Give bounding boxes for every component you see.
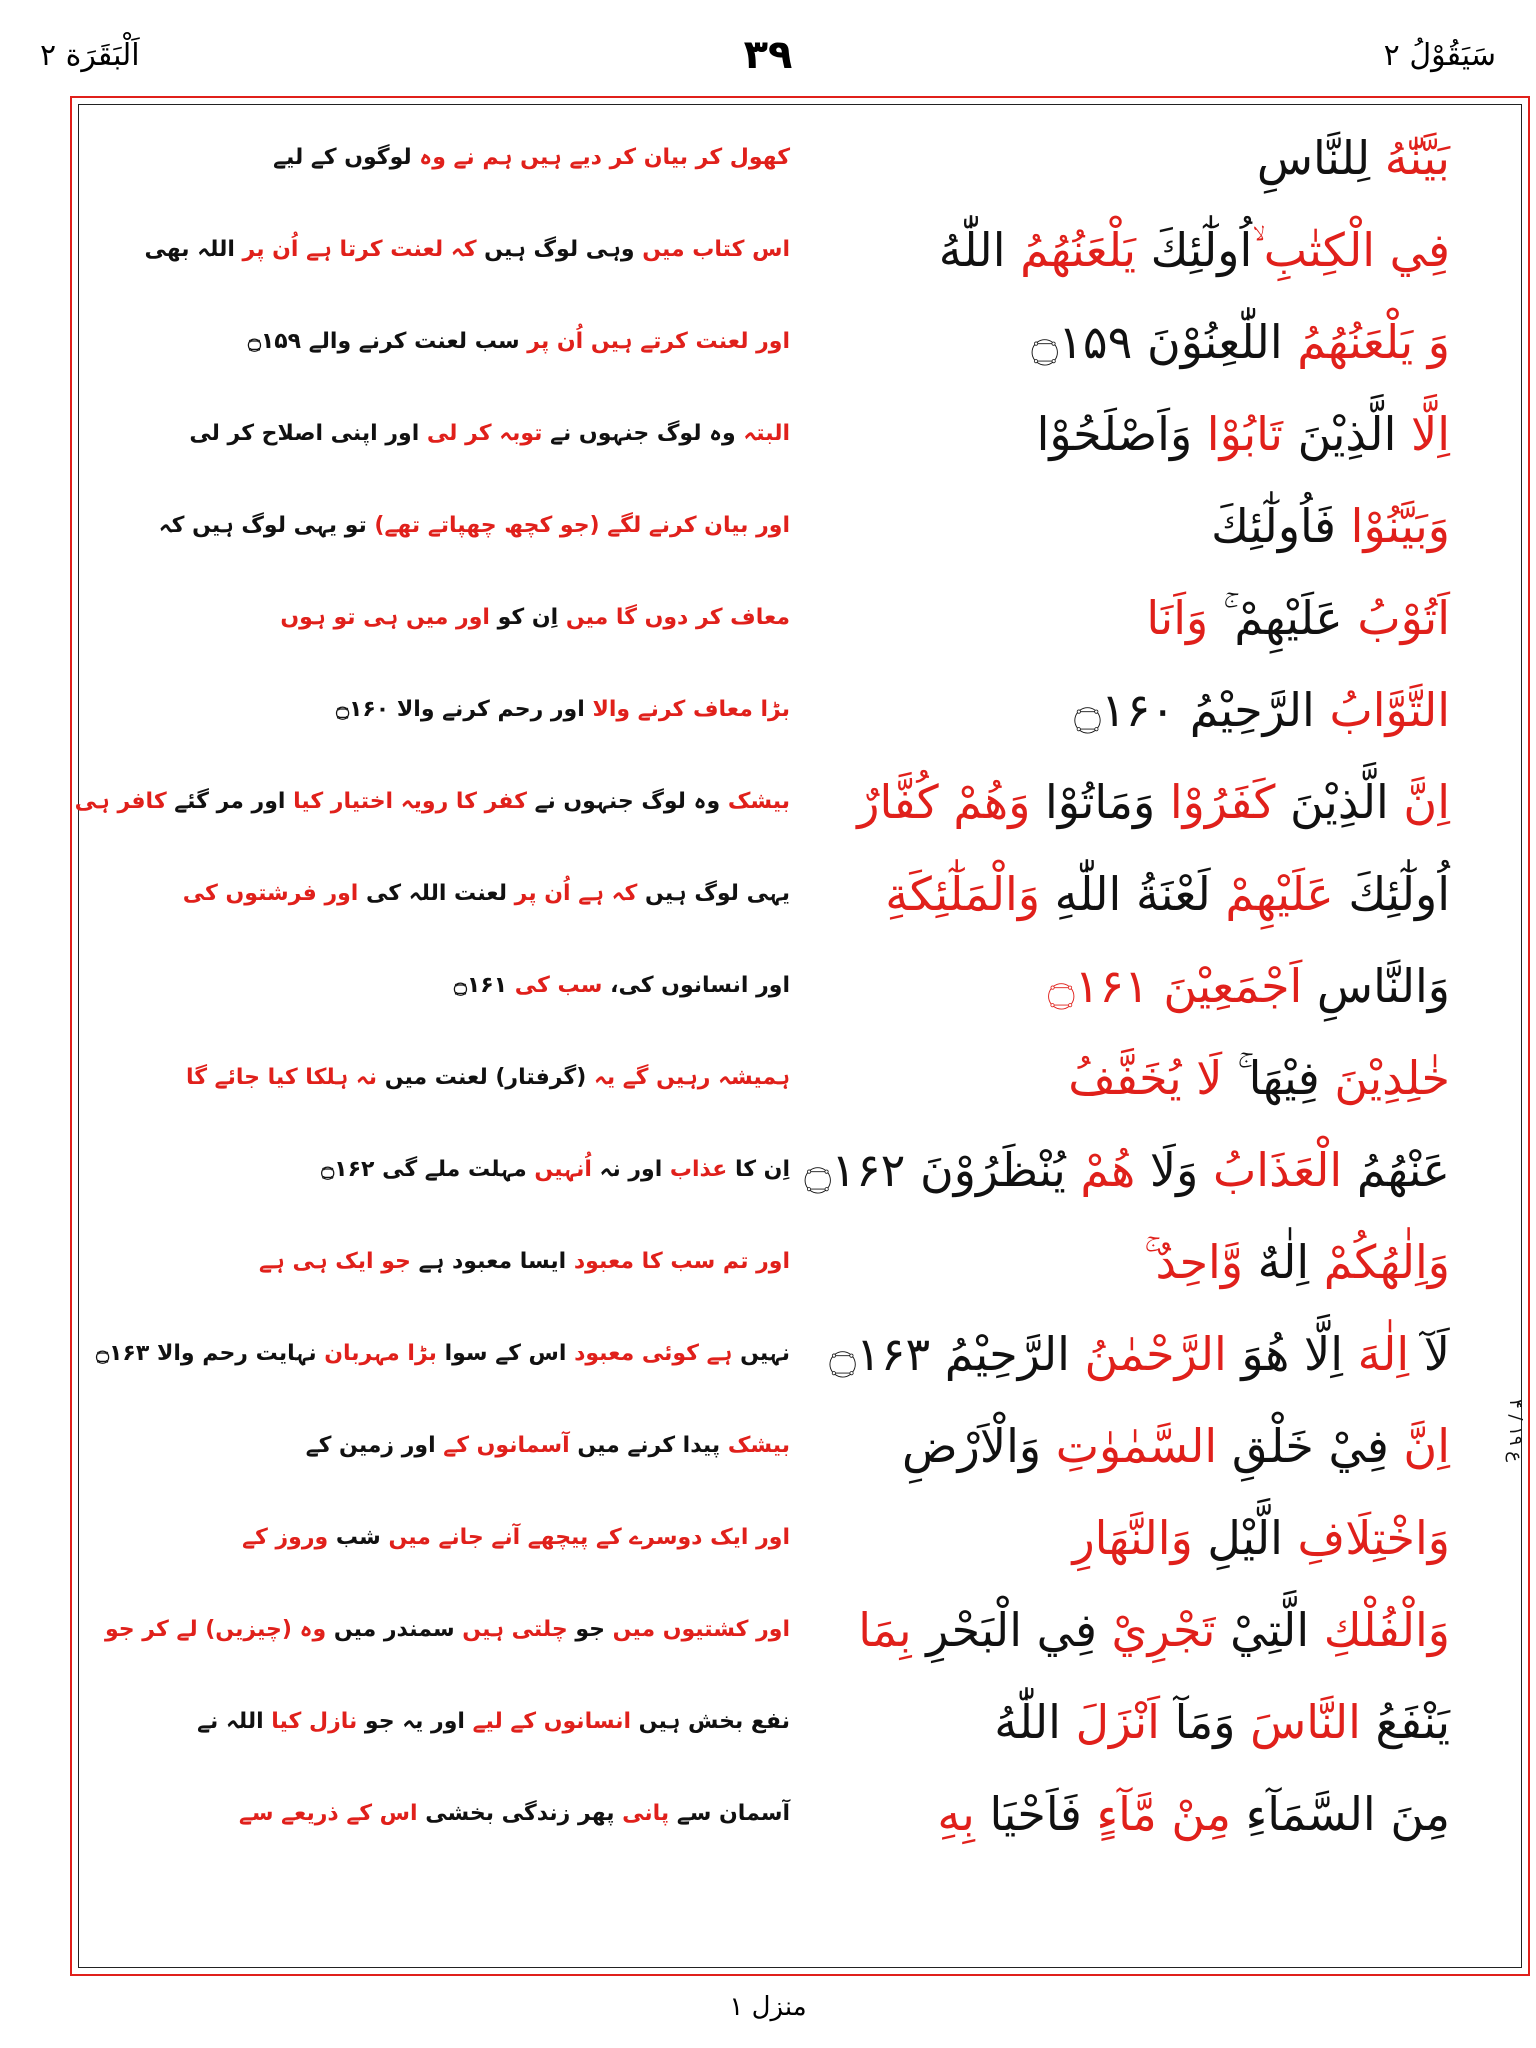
- verse-row: [90, 1222, 1490, 1302]
- urdu-segment: معاف کر دوں گا میں: [558, 605, 790, 630]
- urdu-segment: کافر ہی: [74, 789, 167, 814]
- urdu-segment: اور زمین کے: [305, 1433, 436, 1458]
- urdu-segment: بیشک: [720, 789, 790, 814]
- urdu-segment: اللہ بھی: [144, 237, 235, 262]
- urdu-translation-line: [96, 1314, 790, 1394]
- arabic-segment: اِنَّ: [1388, 1419, 1450, 1473]
- urdu-segment: سمندر میں: [326, 1617, 455, 1642]
- arabic-segment: وَلَا: [1135, 1143, 1199, 1197]
- urdu-segment: پیدا کرنے میں: [569, 1433, 721, 1458]
- arabic-segment: الَّذِيْنَ: [1282, 407, 1397, 461]
- arabic-segment: لَعْنَةُ اللّٰهِ: [1040, 867, 1211, 921]
- urdu-segment: توبہ کر لی: [419, 421, 543, 446]
- arabic-verse-line: [810, 302, 1450, 382]
- urdu-segment: اور اپنی اصلاح کر لی: [189, 421, 420, 446]
- verse-row: [90, 1130, 1490, 1210]
- verse-row: [90, 486, 1490, 566]
- arabic-verse-line: [810, 210, 1450, 290]
- arabic-verse-line: [804, 1130, 1450, 1210]
- arabic-segment: وَالْفُلْكِ: [1309, 1603, 1450, 1657]
- urdu-segment: ہے کوئی معبود: [566, 1341, 733, 1366]
- urdu-translation-line: [150, 1406, 790, 1486]
- arabic-segment: لَآ: [1409, 1327, 1450, 1381]
- arabic-segment: الْعَذَابُ: [1198, 1143, 1343, 1197]
- urdu-translation-line: [74, 762, 790, 842]
- verse-row: [90, 1590, 1490, 1670]
- urdu-translation-line: [150, 1038, 790, 1118]
- urdu-translation-line: [150, 1498, 790, 1578]
- urdu-segment: بڑا معاف کرنے والا: [584, 697, 790, 722]
- urdu-translation-line: [150, 946, 790, 1026]
- arabic-segment: بِهِ: [937, 1787, 975, 1841]
- arabic-segment: فَاُولٰٓئِكَ: [1211, 499, 1337, 553]
- arabic-segment: اَنْزَلَ: [1060, 1695, 1160, 1749]
- urdu-segment: اس کے ذریعے سے: [238, 1801, 418, 1826]
- urdu-segment: نازل کیا: [263, 1709, 358, 1734]
- arabic-segment: وَمَآ: [1159, 1695, 1236, 1749]
- urdu-segment: اور میں ہی تو ہوں: [280, 605, 490, 630]
- arabic-segment: وَالنَّهَارِ: [1072, 1511, 1193, 1565]
- urdu-segment: اور فرشتوں کی: [182, 881, 359, 906]
- urdu-segment: نفع بخش ہیں: [631, 1709, 790, 1734]
- verse-row: [90, 118, 1490, 198]
- urdu-segment: بڑا مہربان: [316, 1341, 437, 1366]
- urdu-segment: آسمان سے: [669, 1801, 790, 1826]
- arabic-verse-line: [810, 394, 1450, 474]
- arabic-segment: مِنَ السَّمَآءِ: [1231, 1787, 1450, 1841]
- urdu-segment: عذاب: [662, 1157, 728, 1182]
- verse-row: [90, 1682, 1490, 1762]
- arabic-segment: وَالنَّاسِ: [1302, 959, 1450, 1013]
- verse-row: [90, 946, 1490, 1026]
- arabic-segment: اَتُوْبُ: [1342, 591, 1450, 645]
- urdu-translation-line: [144, 210, 790, 290]
- urdu-segment: اللہ نے: [197, 1709, 264, 1734]
- urdu-segment: اور کشتیوں میں: [605, 1617, 790, 1642]
- verse-row: [74, 762, 1490, 842]
- urdu-segment: کہ لعنت کرتا ہے اُن پر: [234, 237, 477, 262]
- urdu-segment: ۝۱۶۱: [453, 973, 508, 998]
- arabic-segment: عَلَيْهِمْ ۚ: [1208, 591, 1343, 645]
- arabic-verse-line: [810, 762, 1450, 842]
- arabic-segment: وَهُمْ كُفَّارٌ: [857, 775, 1031, 829]
- arabic-segment: اِلٰهٌ: [1243, 1235, 1310, 1289]
- arabic-verse-line: [810, 670, 1450, 750]
- urdu-segment: کفر کا رویہ اختیار کیا: [285, 789, 527, 814]
- arabic-segment: اُولٰٓئِكَ: [1333, 867, 1450, 921]
- urdu-segment: اور تم سب کا معبود: [566, 1249, 790, 1274]
- urdu-segment: اور نہ: [591, 1157, 663, 1182]
- arabic-segment: السَّمٰوٰتِ: [1041, 1419, 1218, 1473]
- arabic-verse-line: [810, 854, 1450, 934]
- verse-row: [90, 670, 1490, 750]
- arabic-segment: اللّٰعِنُوْنَ ۝۱۵۹: [1031, 315, 1283, 369]
- arabic-segment: فَاَحْيَا: [974, 1787, 1082, 1841]
- arabic-segment: التَّوَّابُ: [1314, 683, 1450, 737]
- urdu-segment: وہ: [411, 145, 446, 170]
- arabic-segment: وَاِلٰهُكُمْ: [1309, 1235, 1450, 1289]
- urdu-translation-line: [150, 1222, 790, 1302]
- verse-row: [90, 854, 1490, 934]
- arabic-segment: وَاخْتِلَافِ: [1282, 1511, 1450, 1565]
- urdu-segment: اُنہیں: [526, 1157, 592, 1182]
- urdu-segment: کہ ہے اُن پر: [506, 881, 638, 906]
- verse-row: [90, 394, 1490, 474]
- arabic-verse-line: [810, 1038, 1450, 1118]
- urdu-segment: انسانوں کے لیے: [464, 1709, 632, 1734]
- arabic-segment: اللّٰهُ: [994, 1695, 1061, 1749]
- arabic-verse-line: [810, 1406, 1450, 1486]
- urdu-segment: اور یہ جو: [357, 1709, 465, 1734]
- arabic-verse-line: [810, 1590, 1450, 1670]
- urdu-segment: پھر زندگی بخشی: [417, 1801, 615, 1826]
- arabic-segment: وَّاحِدٌ: [1143, 1235, 1244, 1289]
- urdu-segment: ایسا معبود ہے: [410, 1249, 567, 1274]
- urdu-segment: نہیں: [732, 1341, 790, 1366]
- arabic-segment: اَجْمَعِيْنَ ۝۱۶۱: [1047, 959, 1303, 1013]
- arabic-segment: اِنَّ: [1388, 775, 1450, 829]
- arabic-verse-line: [810, 118, 1450, 198]
- urdu-segment: اِن کو: [489, 605, 559, 630]
- urdu-translation-line: [150, 1682, 790, 1762]
- arabic-segment: النَّاسَ: [1235, 1695, 1361, 1749]
- urdu-segment: اور ایک دوسرے کے پیچھے آنے جانے میں: [380, 1525, 790, 1550]
- arabic-segment: لَا يُخَفَّفُ: [1068, 1051, 1223, 1105]
- urdu-segment: لعنت اللہ کی: [358, 881, 507, 906]
- arabic-segment: اِلَّا: [1396, 407, 1450, 461]
- verse-row: [90, 210, 1490, 290]
- urdu-translation-line: [150, 394, 790, 474]
- urdu-segment: اور مر گئے: [166, 789, 286, 814]
- urdu-segment: شب: [328, 1525, 381, 1550]
- verse-row: [90, 1498, 1490, 1578]
- manzil-footer: منزل ۱: [729, 1992, 807, 2022]
- urdu-segment: لوگوں کے لیے: [273, 145, 412, 170]
- arabic-verse-line: [810, 578, 1450, 658]
- arabic-verse-line: [810, 946, 1450, 1026]
- urdu-segment: (گرفتار) لعنت میں: [377, 1065, 587, 1090]
- urdu-segment: وہی لوگ ہیں: [476, 237, 635, 262]
- arabic-segment: الَّذِيْنَ: [1275, 775, 1389, 829]
- verse-row: [90, 302, 1490, 382]
- arabic-segment: يَلْعَنُهُمُ: [1005, 223, 1137, 277]
- para-name: سَيَقُوْلُ ۲: [1383, 38, 1496, 73]
- arabic-segment: ۙاُولٰٓئِكَ: [1136, 223, 1253, 277]
- arabic-verse-line: [810, 1682, 1450, 1762]
- arabic-segment: فِي الْبَحْرِ: [911, 1603, 1097, 1657]
- arabic-segment: الرَّحْمٰنُ: [1069, 1327, 1227, 1381]
- arabic-verse-line: [810, 1314, 1450, 1394]
- arabic-segment: وَمَاتُوْا: [1030, 775, 1156, 829]
- arabic-verse-line: [810, 486, 1450, 566]
- urdu-segment: سب کی: [507, 973, 603, 998]
- arabic-segment: عَنْهُمُ: [1342, 1143, 1450, 1197]
- arabic-segment: اِلَّا هُوَ: [1226, 1327, 1344, 1381]
- urdu-segment: وہ لوگ جنہوں نے: [542, 421, 736, 446]
- arabic-segment: لِلنَّاسِ: [1256, 131, 1371, 185]
- urdu-segment: البتہ: [735, 421, 790, 446]
- arabic-segment: يُنْظَرُوْنَ ۝۱۶۲: [804, 1143, 1066, 1197]
- arabic-segment: اِلٰهَ: [1343, 1327, 1410, 1381]
- urdu-segment: اور بیان کرنے لگے (جو کچھ چھپاتے تھے): [366, 513, 790, 538]
- arabic-segment: فِيْهَا ۚ: [1222, 1051, 1320, 1105]
- urdu-translation-line: [150, 486, 790, 566]
- urdu-translation-line: [150, 302, 790, 382]
- arabic-segment: وَاَصْلَحُوْا: [1036, 407, 1193, 461]
- arabic-segment: الَّيْلِ: [1192, 1511, 1283, 1565]
- urdu-segment: یہی لوگ ہیں: [637, 881, 790, 906]
- urdu-segment: جو: [567, 1617, 606, 1642]
- urdu-translation-line: [150, 670, 790, 750]
- verse-row: [90, 578, 1490, 658]
- urdu-segment: نہایت رحم والا ۝۱۶۳: [96, 1341, 317, 1366]
- arabic-segment: وَبَيَّنُوْا: [1336, 499, 1450, 553]
- urdu-translation-line: [150, 118, 790, 198]
- arabic-segment: وَ يَلْعَنُهُمُ: [1282, 315, 1450, 369]
- urdu-segment: وہ لوگ جنہوں نے: [526, 789, 721, 814]
- urdu-segment: نہ ہلکا کیا جائے گا: [185, 1065, 378, 1090]
- urdu-translation-line: [105, 1590, 790, 1670]
- arabic-segment: تَجْرِيْ: [1096, 1603, 1216, 1657]
- arabic-segment: اللّٰهُ: [938, 223, 1006, 277]
- arabic-segment: وَالْمَلٰٓئِكَةِ: [885, 867, 1041, 921]
- arabic-segment: فِي الْكِتٰبِ: [1252, 223, 1450, 277]
- arabic-segment: الَّتِيْ: [1215, 1603, 1310, 1657]
- arabic-segment: هُمْ: [1065, 1143, 1136, 1197]
- urdu-segment: کھول کر بیان کر دیے ہیں ہم نے: [445, 145, 790, 170]
- urdu-segment: ہمیشہ رہیں گے یہ: [586, 1065, 790, 1090]
- urdu-translation-line: [150, 1130, 790, 1210]
- arabic-segment: الرَّحِيْمُ ۝۱۶۳: [829, 1327, 1070, 1381]
- arabic-segment: الرَّحِيْمُ ۝۱۶۰: [1074, 683, 1315, 737]
- urdu-translation-line: [150, 854, 790, 934]
- urdu-segment: اور لعنت کرتے ہیں اُن پر: [519, 329, 790, 354]
- urdu-segment: آسمانوں کے: [435, 1433, 570, 1458]
- urdu-segment: سب لعنت کرنے والے ۝۱۵۹: [247, 329, 520, 354]
- urdu-segment: وروز کے: [242, 1525, 329, 1550]
- arabic-segment: كَفَرُوْا: [1155, 775, 1276, 829]
- arabic-segment: يَنْفَعُ: [1360, 1695, 1450, 1749]
- urdu-segment: اِن کا: [727, 1157, 790, 1182]
- verse-row: [90, 1314, 1490, 1394]
- urdu-translation-line: [150, 578, 790, 658]
- arabic-segment: بِمَا: [858, 1603, 912, 1657]
- urdu-segment: تو یہی لوگ ہیں کہ: [158, 513, 367, 538]
- urdu-segment: وہ (چیزیں) لے کر جو: [105, 1617, 327, 1642]
- urdu-segment: مہلت ملے گی ۝۱۶۲: [321, 1157, 527, 1182]
- arabic-segment: وَاَنَا: [1146, 591, 1209, 645]
- arabic-verse-line: [810, 1498, 1450, 1578]
- urdu-segment: بیشک: [720, 1433, 790, 1458]
- arabic-segment: وَالْاَرْضِ: [902, 1419, 1042, 1473]
- verse-row: [90, 1774, 1490, 1854]
- page-number: ۳۹: [743, 32, 793, 78]
- arabic-segment: عَلَيْهِمْ: [1210, 867, 1334, 921]
- urdu-segment: اور انسانوں کی،: [602, 973, 790, 998]
- arabic-segment: خٰلِدِيْنَ: [1319, 1051, 1450, 1105]
- urdu-segment: جو ایک ہی ہے: [259, 1249, 411, 1274]
- urdu-segment: چلتی ہیں: [454, 1617, 568, 1642]
- arabic-segment: بَيَّنّٰهُ: [1370, 131, 1450, 185]
- arabic-verse-line: [810, 1222, 1450, 1302]
- urdu-translation-line: [150, 1774, 790, 1854]
- page-header: [0, 32, 1536, 92]
- urdu-segment: اس کے سوا: [436, 1341, 567, 1366]
- arabic-segment: فِيْ خَلْقِ: [1217, 1419, 1389, 1473]
- ruku-marker: ع ۱۹ / ۴: [1505, 1398, 1526, 1462]
- verse-row: [90, 1038, 1490, 1118]
- urdu-segment: اس کتاب میں: [634, 237, 790, 262]
- arabic-verse-line: [810, 1774, 1450, 1854]
- arabic-segment: مِنْ مَّآءٍ: [1081, 1787, 1232, 1841]
- surah-name: اَلْبَقَرَة ۲: [40, 38, 140, 73]
- urdu-segment: پانی: [614, 1801, 670, 1826]
- verse-row: [90, 1406, 1490, 1486]
- urdu-segment: اور رحم کرنے والا ۝۱۶۰: [336, 697, 585, 722]
- arabic-segment: تَابُوْا: [1192, 407, 1283, 461]
